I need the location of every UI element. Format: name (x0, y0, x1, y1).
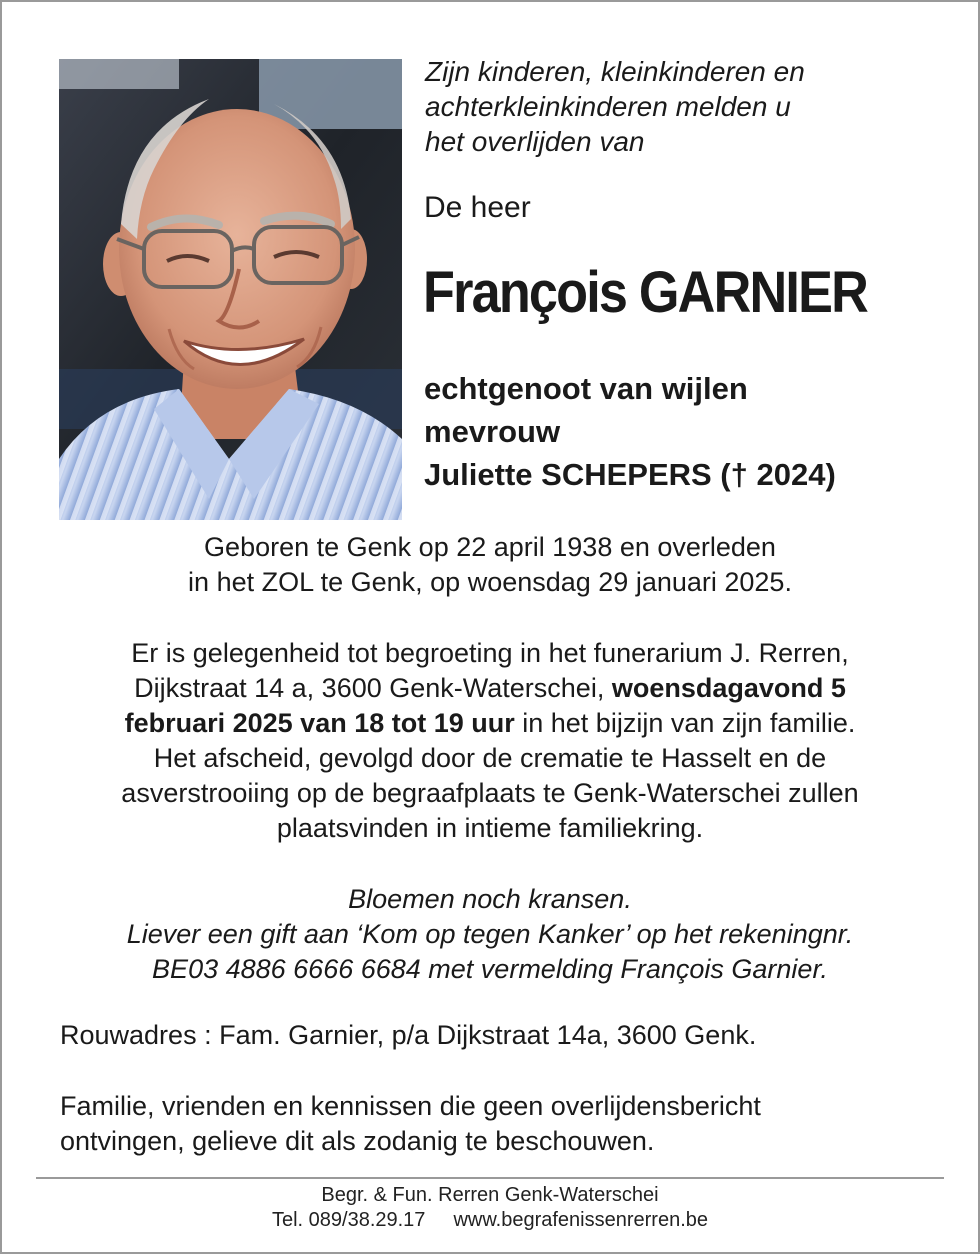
intro-line: Zijn kinderen, kleinkinderen en (425, 56, 805, 87)
footer-website: www.begrafenissenrerren.be (453, 1209, 709, 1231)
visitation-line (40, 671, 940, 706)
portrait-photo (59, 59, 402, 520)
deceased-name: François GARNIER (423, 260, 867, 325)
mourning-address: Rouwadres : Fam. Garnier, p/a Dijkstraat 14a, 3600 Genk. (60, 1020, 757, 1050)
visitation-paragraph (40, 636, 940, 846)
spouse-line: Juliette SCHEPERS († 2024) (424, 457, 836, 492)
visitation-line: plaatsvinden in intieme familiekring. (276, 813, 704, 843)
notice-paragraph (60, 1089, 960, 1159)
flowers-line: Liever een gift aan ‘Kom op tegen Kanker’ op het rekeningnr. (126, 919, 854, 949)
flowers-line: Bloemen noch kransen. (348, 884, 632, 914)
intro-line: het overlijden van (425, 126, 645, 157)
visitation-line (40, 706, 940, 741)
visitation-line: asverstrooiing op de begraafplaats te Genk-Waterschei zullen (121, 778, 859, 808)
footer-phone: Tel. 089/38.29.17 (271, 1209, 426, 1231)
flowers-paragraph (40, 882, 940, 987)
footer-company: Begr. & Fun. Rerren Genk-Waterschei (321, 1184, 659, 1206)
salutation: De heer (424, 191, 531, 224)
footer-contact (0, 1208, 980, 1232)
visitation-line: Er is gelegenheid tot begroeting in het funerarium J. Rerren, (131, 638, 849, 668)
visitation-date-start: woensdagavond 5 (611, 673, 846, 703)
birth-death-paragraph (40, 530, 940, 600)
birth-death-line: in het ZOL te Genk, op woensdag 29 januari 2025. (188, 567, 792, 597)
spouse-line: mevrouw (424, 414, 561, 449)
visitation-family: in het bijzijn van zijn familie. (514, 708, 856, 738)
visitation-address: Dijkstraat 14 a, 3600 Genk-Waterschei, (134, 673, 612, 703)
portrait-illustration (59, 59, 402, 520)
birth-death-line: Geboren te Genk op 22 april 1938 en overleden (204, 532, 776, 562)
visitation-date-end: februari 2025 van 18 tot 19 uur (124, 708, 515, 738)
flowers-line: BE03 4886 6666 6684 met vermelding François Garnier. (152, 954, 828, 984)
notice-line: Familie, vrienden en kennissen die geen overlijdensbericht (60, 1091, 761, 1121)
intro-line: achterkleinkinderen melden u (425, 91, 791, 122)
notice-line: ontvingen, gelieve dit als zodanig te beschouwen. (60, 1126, 655, 1156)
spouse-text (424, 367, 964, 496)
intro-text (425, 54, 955, 159)
spouse-line: echtgenoot van wijlen (424, 371, 748, 406)
visitation-line: Het afscheid, gevolgd door de crematie te Hasselt en de (153, 743, 827, 773)
footer-divider (36, 1177, 944, 1179)
